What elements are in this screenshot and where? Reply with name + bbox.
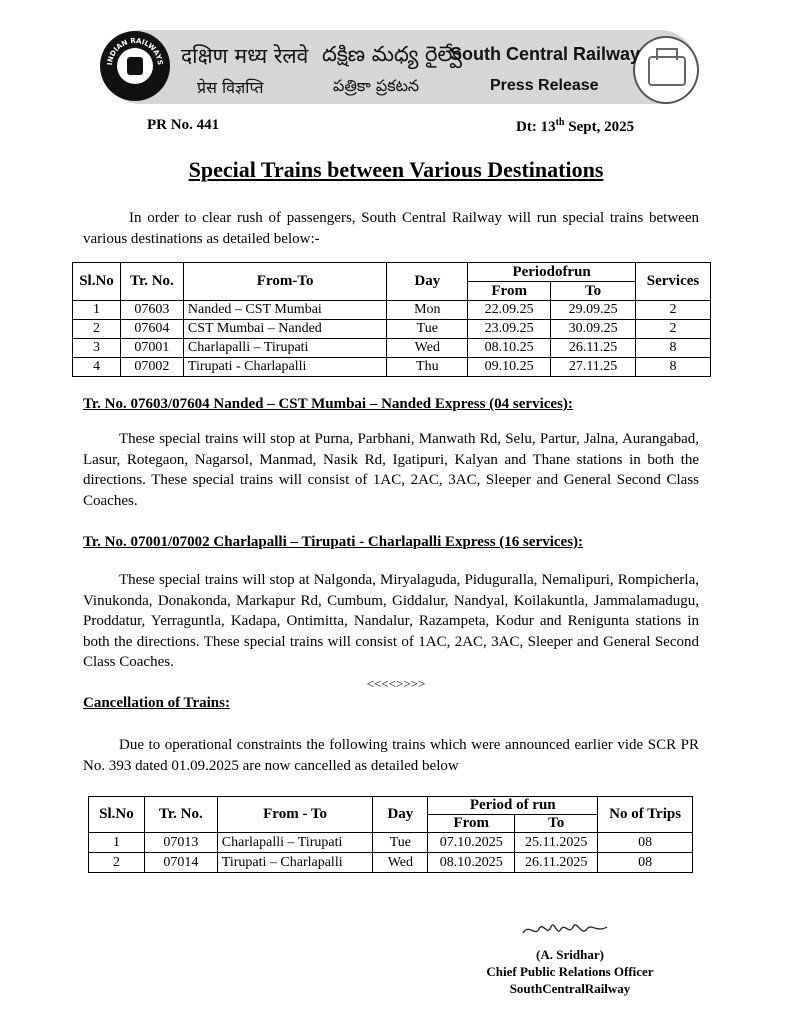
col-header-from: From [428,815,515,833]
cancelled-trains-table [88,796,693,873]
col-header-to: To [551,282,636,301]
col-header-trno: Tr. No. [120,263,183,301]
section-heading-nanded: Tr. No. 07603/07604 Nanded – CST Mumbai – Nanded Express (04 services): [83,396,573,412]
table-row: 1 07603 Nanded – CST Mumbai Mon 22.09.25 29.09.25 2 [73,301,711,320]
separator: <<<<>>>> [366,676,426,691]
locomotive-logo [633,36,699,104]
indian-railways-logo [100,31,170,101]
header-telugu-name: దక్షిణ మధ్య రైల్వే [322,42,462,66]
special-trains-table [72,262,711,377]
col-header-day: Day [387,263,468,301]
col-header-trno: Tr. No. [144,797,217,833]
section-heading-charlapalli: Tr. No. 07001/07002 Charlapalli – Tirupati - Charlapalli Express (16 services): [83,534,584,550]
col-header-day: Day [373,797,428,833]
cancellation-paragraph: Due to operational constraints the following trains which were announced earlier vide SCR PR No. 393 dated 01.09.2025 are now cancelled as detailed below [83,737,699,774]
table-row: 2 07014 Tirupati – Charlapalli Wed 08.10.2025 26.11.2025 08 [89,853,693,873]
section-body-nanded: These special trains will stop at Purna, Parbhani, Manwath Rd, Selu, Partur, Jalna, Aurangabad, Lasur, Rotegaon, Nagarsol, Manmad, Nasik Rd, Igatipuri, Kalyan and Thane stations in both the directions. These special trains will consist of 1AC, 2AC, 3AC, Sleeper and General Second Class Coaches. [83,431,699,509]
header-hindi-press: प्रेस विज्ञप्ति [197,78,264,97]
header-telugu-press: పత్రికా ప్రకటన [333,76,420,95]
col-header-period: Period of run [428,797,598,815]
header-english-name: South Central Railway [450,44,641,64]
signatory-name: (A. Sridhar) [536,947,604,962]
header-hindi-name: दक्षिण मध्य रेलवे [181,44,309,68]
col-header-slno: Sl.No [73,263,121,301]
section-body-charlapalli: These special trains will stop at Nalgonda, Miryalaguda, Piduguralla, Nemalipuri, Rompicherla, Vinukonda, Donakonda, Markapur Rd, Cumbum, Giddalur, Nandyal, Koilakuntla, Jammalamadugu, Proddatur, Yerraguntla, Kadapa, Ontimitta, Nandalur, Razampeta, Kodur and Renigunta stations in both the directions. These special trains will consist of 1AC, 2AC, 3AC, Sleeper and General Second Class Coaches. [83,572,699,671]
section-heading-cancellation: Cancellation of Trains: [83,695,230,711]
signature-scribble [521,915,611,943]
press-release-date: Dt: 13th Sept, 2025 [516,117,635,135]
col-header-slno: Sl.No [89,797,145,833]
col-header-period: Periodofrun [468,263,636,282]
intro-paragraph: In order to clear rush of passengers, South Central Railway will run special trains between various destinations as detailed below:- [83,210,699,247]
signatory-organization: SouthCentralRailway [509,981,631,996]
header-english-press: Press Release [490,77,599,94]
table-row: 4 07002 Tirupati - Charlapalli Thu 09.10.25 27.11.25 8 [73,358,711,377]
page-title: Special Trains between Various Destinations [188,157,604,182]
table-row: 3 07001 Charlapalli – Tirupati Wed 08.10.25 26.11.25 8 [73,339,711,358]
press-release-number: PR No. 441 [147,117,220,133]
col-header-fromto: From-To [183,263,387,301]
signatory-designation: Chief Public Relations Officer [486,964,654,979]
col-header-trips: No of Trips [598,797,693,833]
col-header-from: From [468,282,551,301]
logo-text: INDIAN RAILWAYS [105,36,165,66]
col-header-to: To [515,815,598,833]
col-header-fromto: From - To [217,797,373,833]
col-header-services: Services [636,263,711,301]
table-row: 2 07604 CST Mumbai – Nanded Tue 23.09.25 30.09.25 2 [73,320,711,339]
table-row: 1 07013 Charlapalli – Tirupati Tue 07.10.2025 25.11.2025 08 [89,833,693,853]
